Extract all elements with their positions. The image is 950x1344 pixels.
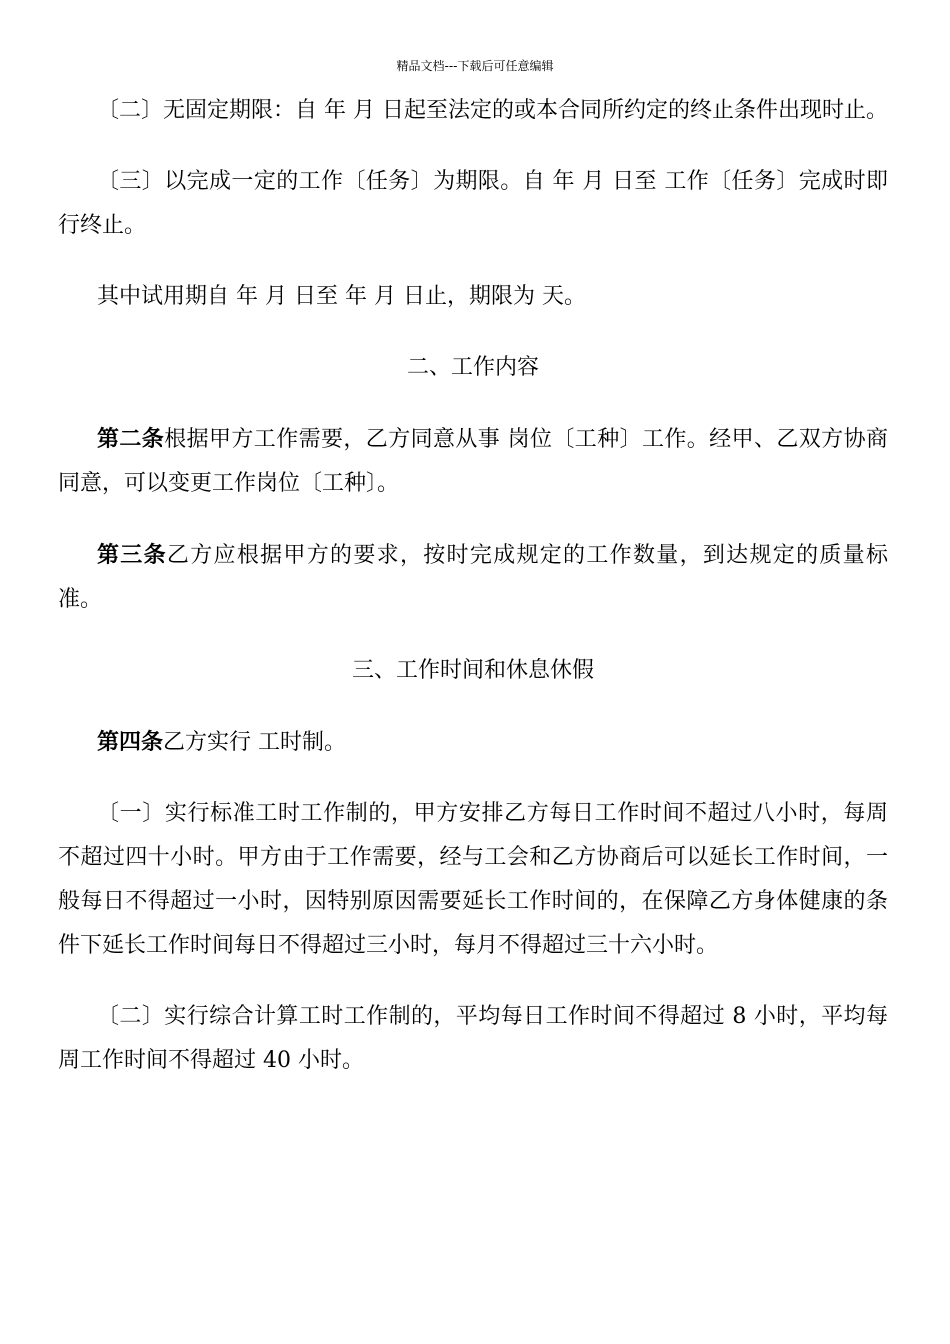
section-heading-work-content: 二、工作内容 bbox=[406, 355, 539, 380]
article-label: 第四条 bbox=[97, 729, 164, 755]
article-label: 第二条 bbox=[97, 426, 165, 452]
page-header: 精品文档---下载后可任意编辑 bbox=[396, 59, 554, 73]
paragraph-text: 〔一〕实行标准工时工作制的，甲方安排乙方每日工作时间不超过八小时，每周不超过四十小时。甲方由于工作需要，经与工会和乙方协商后可以延长工作时间，一般每日不得超过一小时，因特别原因需要延长工作时间的，在保障乙方身体健康的条件下延长工作时间每日不得超过三小时，每月不得超过三十六小时。 bbox=[58, 801, 888, 958]
article-label: 第三条 bbox=[97, 542, 167, 568]
paragraph-task-term bbox=[58, 160, 888, 248]
paragraph-standard-hours bbox=[58, 792, 888, 968]
paragraph-text: 根据甲方工作需要，乙方同意从事 岗位〔工种〕工作。经甲、乙双方协商同意，可以变更工作岗位〔工种〕。 bbox=[58, 427, 888, 496]
paragraph-comprehensive-hours bbox=[58, 995, 888, 1083]
paragraph-text: 〔二〕无固定期限：自 年 月 日起至法定的或本合同所约定的终止条件出现时止。 bbox=[97, 98, 888, 123]
paragraph-text: 〔三〕以完成一定的工作〔任务〕为期限。自 年 月 日至 工作〔任务〕完成时即行终止。 bbox=[58, 169, 888, 238]
document-body bbox=[58, 89, 888, 1083]
paragraph-fixed-term-none bbox=[58, 89, 888, 133]
paragraph-text: 乙方实行 工时制。 bbox=[163, 730, 347, 755]
paragraph-text: 〔二〕实行综合计算工时工作制的，平均每日工作时间不得超过 8 小时，平均每周工作时间不得超过 40 小时。 bbox=[58, 1004, 888, 1073]
paragraph-text: 其中试用期自 年 月 日至 年 月 日止，期限为 天。 bbox=[97, 284, 586, 309]
paragraph-text: 乙方应根据甲方的要求，按时完成规定的工作数量，到达规定的质量标准。 bbox=[58, 543, 888, 612]
section-heading-work-time: 三、工作时间和休息休假 bbox=[351, 658, 594, 683]
article-4 bbox=[58, 720, 888, 765]
article-3 bbox=[58, 533, 888, 622]
article-2 bbox=[58, 417, 888, 506]
paragraph-probation bbox=[58, 275, 888, 319]
